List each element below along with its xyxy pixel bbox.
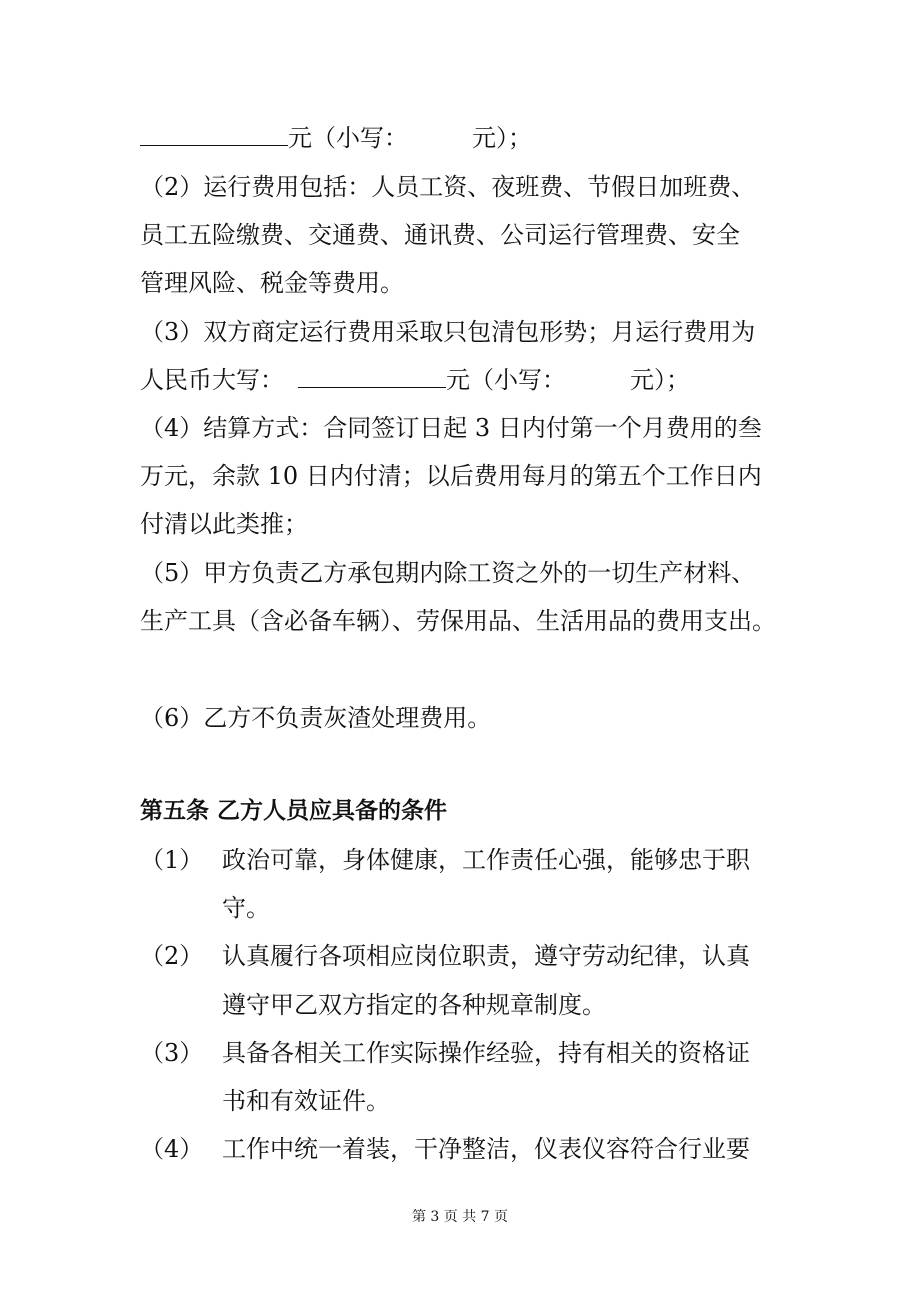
item-text: 工作中统一着装，干净整洁，仪表仪容符合行业要 [222,1135,750,1163]
section-heading: 第五条 乙方人员应具备的条件 [140,798,448,824]
paragraph-line: 人民币大写： 元（小写： 元）； [140,366,690,394]
paragraph-line: （5）甲方负责乙方承包期内除工资之外的一切生产材料、 [140,559,756,587]
item-text: 认真履行各项相应岗位职责，遵守劳动纪律，认真 [222,942,750,970]
paragraph-line: 元（小写： 元）； [140,123,532,153]
paragraph-line: （4）结算方式：合同签订日起 3 日内付第一个月费用的叁 [140,414,762,442]
paragraph-line: 员工五险缴费、交通费、通讯费、公司运行管理费、安全 [140,221,740,249]
item-number: （4） [140,1135,204,1163]
fill-in-blank [298,365,446,388]
fill-in-blank [140,123,288,146]
paragraph-line: （6）乙方不负责灰渣处理费用。 [140,704,492,732]
paragraph-line: （2）运行费用包括：人员工资、夜班费、节假日加班费、 [140,173,756,201]
item-text: 守。 [222,894,270,922]
item-number: （2） [140,942,204,970]
paragraph-line: 管理风险、税金等费用。 [140,269,404,297]
paragraph-line: （3）双方商定运行费用采取只包清包形势；月运行费用为 [140,318,756,346]
item-text: 具备各相关工作实际操作经验，持有相关的资格证 [222,1039,750,1067]
paragraph-line: 付清以此类推； [140,510,308,538]
item-text: 政治可靠，身体健康，工作责任心强，能够忠于职 [222,846,750,874]
item-text: 遵守甲乙双方指定的各种规章制度。 [222,991,606,1019]
item-number: （3） [140,1039,204,1067]
paragraph-line: 生产工具（含必备车辆）、劳保用品、生活用品的费用支出。 [140,607,776,635]
item-number: （1） [140,846,204,874]
paragraph-line: 万元，余款 10 日内付清；以后费用每月的第五个工作日内 [140,462,762,490]
item-text: 书和有效证件。 [222,1087,390,1115]
page-footer: 第 3 页 共 7 页 [411,1209,509,1225]
